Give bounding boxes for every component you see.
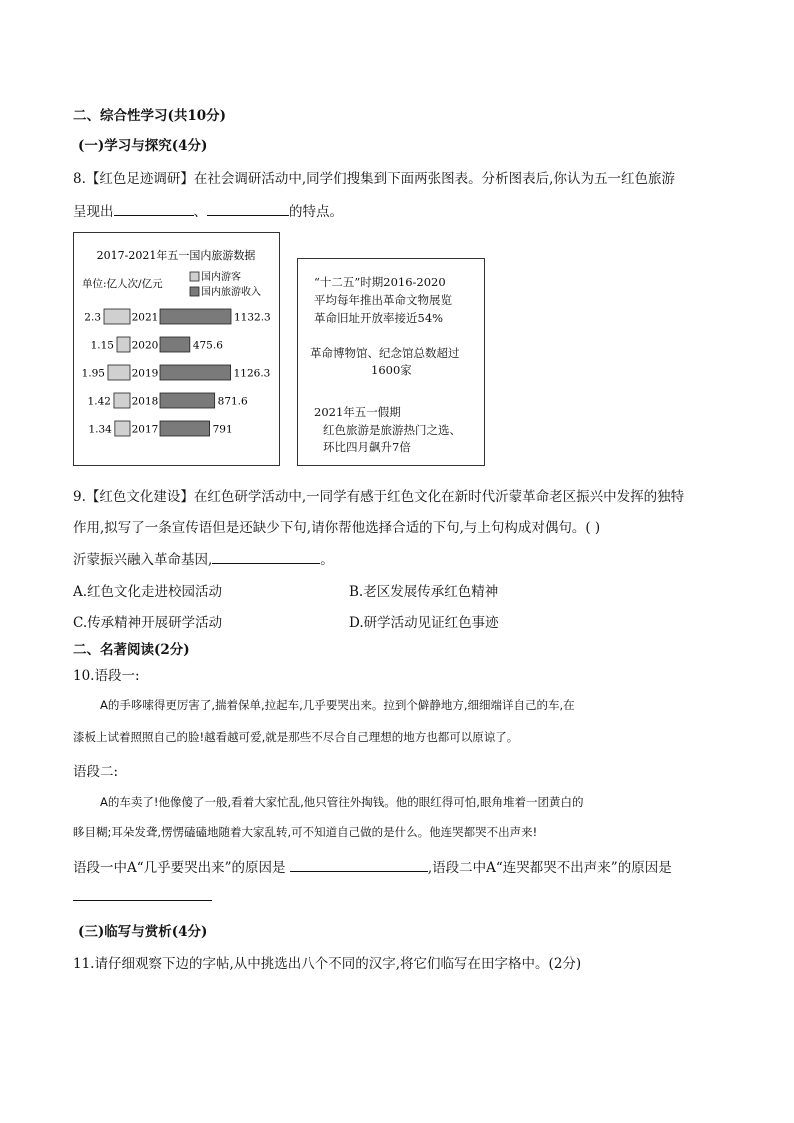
info-line: 2021年五一假期: [314, 405, 401, 419]
q10-para2-line2: 眵目糊;耳朵发聋,愣愣磕磕地随着大家乱转,可不知道自己做的是什么。他连哭都哭不出声来!: [73, 825, 538, 839]
info-box: [297, 258, 485, 466]
bar-visitors: [115, 421, 130, 436]
info-line: 环比四月飙升7倍: [323, 440, 411, 454]
year-label: 2020: [131, 339, 159, 352]
legend-label-revenue: 国内旅游收入: [201, 287, 261, 298]
info-line: 平均每年推出革命文物展览: [314, 293, 452, 307]
chart-canvas: [74, 233, 279, 465]
revenue-value-label: 791: [212, 423, 233, 436]
q9-blank[interactable]: [212, 549, 320, 564]
info-line: 1600家: [371, 363, 412, 377]
q8-blank-2[interactable]: [207, 201, 289, 216]
bar-revenue: [160, 365, 231, 380]
q9-option-a[interactable]: A.红色文化走进校园活动: [73, 584, 223, 600]
year-label: 2021: [131, 311, 159, 324]
legend-swatch-visitors: [190, 272, 199, 281]
q9-line1: 9.【红色文化建设】在红色研学活动中,一同学有感于红色文化在新时代沂蒙革命老区振兴中发挥的独特: [73, 489, 685, 505]
q10-blank-2[interactable]: [73, 900, 212, 901]
q10-para1-line1: A的手哆嗦得更厉害了,揣着保单,拉起车,几乎要哭出来。拉到个僻静地方,细细端详自己的车,在: [100, 698, 575, 712]
bar-visitors: [108, 365, 130, 380]
revenue-value-label: 475.6: [192, 339, 223, 352]
bar-revenue: [160, 421, 210, 436]
q9-line3: 沂蒙振兴融入革命基因, 。: [73, 548, 334, 568]
legend-label-visitors: 国内游客: [201, 272, 241, 283]
year-label: 2017: [131, 423, 159, 436]
q9-option-b[interactable]: B.老区发展传承红色精神: [349, 584, 499, 600]
visitor-value-label: 2.3: [84, 311, 101, 324]
info-line: 革命旧址开放率接近54%: [314, 311, 444, 325]
visitor-value-label: 1.95: [81, 367, 105, 380]
visitor-value-label: 1.15: [90, 339, 114, 352]
tourism-chart: [73, 232, 280, 466]
revenue-value-label: 1126.3: [233, 367, 271, 380]
revenue-value-label: 1132.3: [234, 311, 271, 324]
q9-option-d[interactable]: D.研学活动见证红色事迹: [349, 615, 499, 631]
q10-blank-1[interactable]: [290, 857, 428, 872]
q8-line1: 8.【红色足迹调研】在社会调研活动中,同学们搜集到下面两张图表。分析图表后,你认为五一红色旅游: [73, 171, 675, 187]
q10-ask: 语段一中A“几乎要哭出来”的原因是 ,语段二中A“连哭都哭不出声来”的原因是: [73, 856, 672, 876]
bar-visitors: [114, 393, 130, 408]
info-line: 革命博物馆、纪念馆总数超过: [310, 346, 460, 360]
q8-line2: 呈现出 、 的特点。: [73, 200, 343, 220]
bar-revenue: [160, 309, 231, 324]
visitor-value-label: 1.34: [88, 423, 112, 436]
subsection-title: (一)学习与探究(4分): [78, 138, 208, 154]
q10-head: 10.语段一:: [73, 668, 140, 684]
year-label: 2019: [131, 367, 159, 380]
chart-unit-label: 单位:亿人次/亿元: [82, 278, 163, 290]
bar-visitors: [104, 309, 130, 324]
q11-text: 11.请仔细观察下边的字帖,从中挑选出八个不同的汉字,将它们临写在田字格中。(2分): [73, 956, 582, 972]
subsection3-title: (三)临写与赏析(4分): [78, 924, 208, 940]
bar-visitors: [117, 337, 130, 352]
bar-revenue: [160, 337, 190, 352]
q8-blank-1[interactable]: [114, 201, 194, 216]
section-title: 二、综合性学习(共10分): [73, 108, 227, 124]
year-label: 2018: [131, 395, 159, 408]
revenue-value-label: 871.6: [217, 395, 248, 408]
bar-revenue: [160, 393, 215, 408]
info-line: “十二五”时期2016-2020: [314, 275, 446, 289]
q9-line2: 作用,拟写了一条宣传语但是还缺少下句,请你帮他选择合适的下句,与上句构成对偶句。( ): [73, 520, 601, 536]
info-line: 红色旅游是旅游热门之选、: [323, 423, 461, 437]
section2-title: 二、名著阅读(2分): [73, 642, 190, 658]
q10-para2-line1: A的车卖了!他像傻了一般,看着大家忙乱,他只管往外掏钱。他的眼红得可怕,眼角堆着一团黄白的: [100, 795, 584, 809]
q10-head2: 语段二:: [73, 764, 119, 780]
q9-option-c[interactable]: C.传承精神开展研学活动: [73, 615, 223, 631]
q10-para1-line2: 漆板上试着照照自己的脸!越看越可爱,就是那些不尽合自己理想的地方也都可以原谅了。: [73, 730, 519, 744]
visitor-value-label: 1.42: [87, 395, 111, 408]
chart-title: 2017-2021年五一国内旅游数据: [96, 249, 256, 262]
legend-swatch-revenue: [190, 287, 199, 296]
